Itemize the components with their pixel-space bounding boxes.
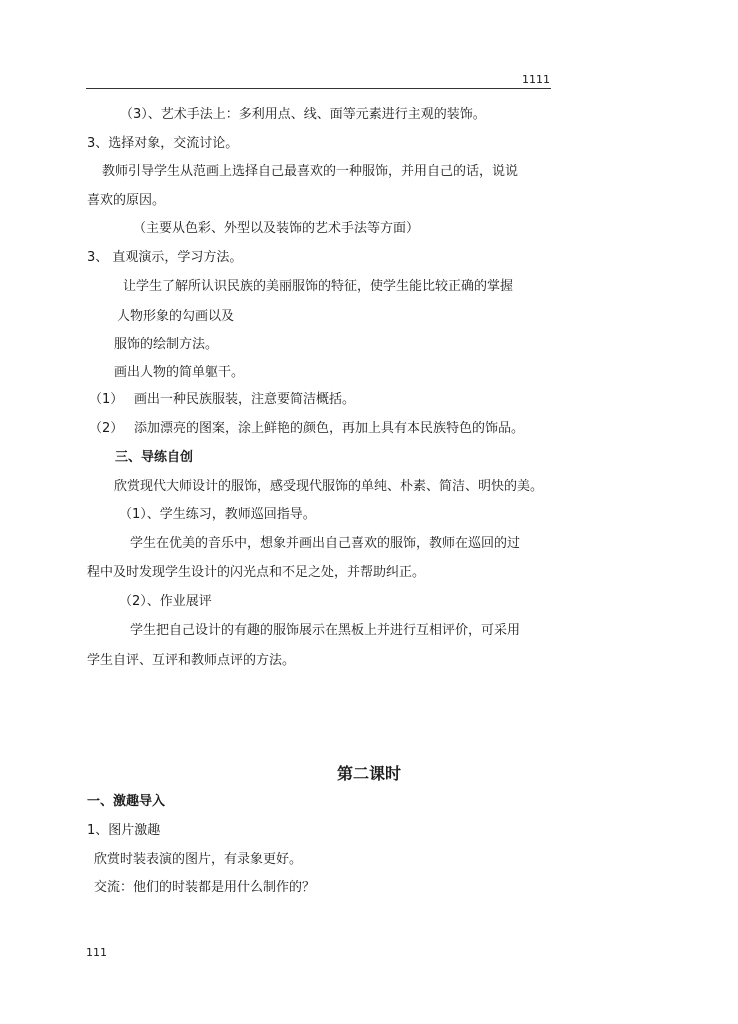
lesson-title: 第二课时	[336, 764, 401, 783]
text-line: 3、选择对象，交流讨论。	[87, 136, 239, 151]
list-marker: （2）	[89, 421, 124, 436]
text-line: （1）、学生练习，教师巡回指导。	[119, 507, 316, 522]
text-line: 学生把自己设计的有趣的服饰展示在黑板上并进行互相评价，可采用	[130, 623, 521, 638]
section-heading: 三、导练自创	[115, 450, 194, 465]
text-line: （2）、作业展评	[119, 594, 212, 609]
text-line: 程中及时发现学生设计的闪光点和不足之处，并帮助纠正。	[87, 565, 426, 580]
text-line: 教师引导学生从范画上选择自己最喜欢的一种服饰，并用自己的话，说说	[102, 164, 519, 179]
text-line: 欣赏时装表演的图片，有录象更好。	[94, 852, 303, 867]
text-line: 喜欢的原因。	[87, 193, 166, 208]
text-line: 画出人物的简单躯干。	[114, 365, 245, 380]
header-rule	[86, 88, 551, 89]
text-line: 交流：他们的时装都是用什么制作的？	[94, 880, 316, 895]
footer-page-number: 111	[86, 946, 107, 959]
text-line: 让学生了解所认识民族的美丽服饰的特征，使学生能比较正确的掌握	[123, 279, 514, 294]
text-line: 人物形象的勾画以及	[117, 309, 235, 324]
list-marker: （1）	[89, 392, 124, 407]
text-line: 画出一种民族服装，注意要简洁概括。	[134, 392, 356, 407]
text-line: （主要从色彩、外型以及装饰的艺术手法等方面）	[133, 221, 420, 236]
text-line: 学生自评、互评和教师点评的方法。	[87, 653, 296, 668]
text-line: （3）、艺术手法上：多利用点、线、面等元素进行主观的装饰。	[120, 107, 486, 122]
text-line: 3、 直观演示，学习方法。	[87, 250, 243, 265]
section-heading: 一、激趣导入	[87, 794, 166, 809]
text-line: 欣赏现代大师设计的服饰，感受现代服饰的单纯、朴素、简洁、明快的美。	[114, 479, 544, 494]
text-line: 添加漂亮的图案，涂上鲜艳的颜色，再加上具有本民族特色的饰品。	[134, 421, 525, 436]
text-line: 服饰的绘制方法。	[114, 337, 219, 352]
text-line: 1、图片激趣	[87, 823, 161, 838]
header-page-code: 1111	[522, 73, 550, 86]
text-line: 学生在优美的音乐中，想象并画出自己喜欢的服饰，教师在巡回的过	[130, 536, 521, 551]
